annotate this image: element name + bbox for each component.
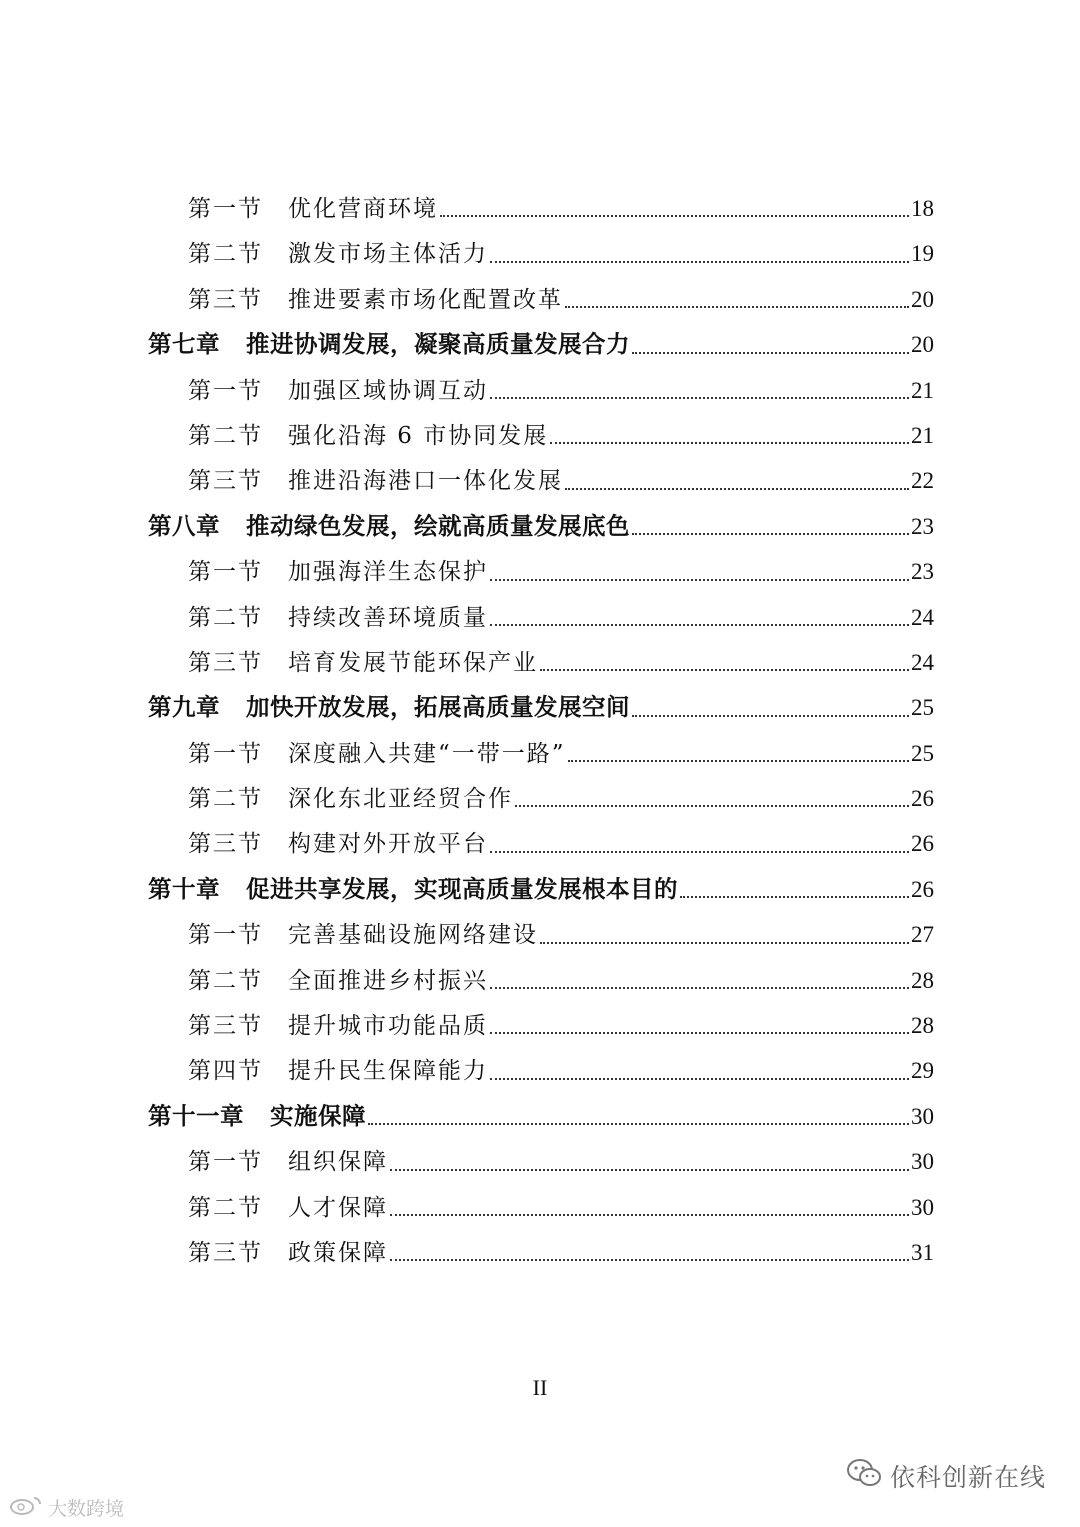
toc-entry-label: 第三节 [188,286,263,313]
toc-leader-dots [490,396,909,399]
toc-entry-page: 30 [911,1103,934,1129]
toc-entry-page: 26 [911,831,934,857]
toc-entry-label: 第十章 [148,874,220,903]
toc-leader-dots [490,578,909,581]
toc-section-entry[interactable] [148,458,934,503]
toc-entry-label: 第二节 [188,422,263,449]
toc-section-entry[interactable] [148,1048,934,1093]
toc-entry-title: 人才保障 [288,1194,388,1221]
toc-entry-title: 加快开放发展，拓展高质量发展空间 [246,693,630,722]
toc-leader-dots [515,804,909,807]
toc-entry-label: 第二节 [188,967,263,994]
toc-leader-dots [390,1258,909,1261]
toc-chapter-entry[interactable] [148,685,934,730]
toc-entry-title: 实施保障 [270,1101,366,1130]
toc-leader-dots [390,1168,909,1171]
toc-leader-dots [632,714,909,717]
toc-entry-title: 持续改善环境质量 [288,604,488,631]
toc-leader-dots [550,441,909,444]
toc-entry-label: 第二节 [188,786,263,813]
toc-entry-title: 提升城市功能品质 [288,1013,488,1040]
toc-entry-label: 第三节 [188,649,263,676]
toc-section-entry[interactable] [148,549,934,594]
toc-entry-label: 第一节 [188,740,263,767]
toc-entry-label: 第一节 [188,377,263,404]
toc-chapter-entry[interactable] [148,1094,934,1139]
toc-entry-label: 第一节 [188,196,263,222]
toc-entry-page: 23 [911,559,934,585]
toc-chapter-entry[interactable] [148,504,934,549]
toc-entry-label: 第四节 [188,1058,263,1085]
toc-entry-title: 推动绿色发展，绘就高质量发展底色 [246,511,630,540]
toc-entry-title: 加强海洋生态保护 [288,559,488,586]
toc-section-entry[interactable] [148,1230,934,1275]
toc-section-entry[interactable] [148,958,934,1003]
toc-section-entry[interactable] [148,1185,934,1230]
toc-entry-page: 30 [911,1194,934,1220]
toc-leader-dots [490,986,909,989]
weibo-icon [8,1494,44,1521]
watermark-wechat [846,1458,1046,1494]
toc-entry-label: 第九章 [148,693,220,722]
toc-entry-label: 第七章 [148,330,220,359]
toc-leader-dots [490,260,909,263]
toc-section-entry[interactable] [148,368,934,413]
toc-section-entry[interactable] [148,776,934,821]
toc-entry-label: 第十一章 [148,1101,244,1130]
toc-entry-title: 组织保障 [288,1149,388,1176]
toc-entry-page: 18 [911,196,934,221]
toc-chapter-entry[interactable] [148,867,934,912]
toc-entry-title: 构建对外开放平台 [288,831,488,858]
toc-leader-dots [540,668,909,671]
toc-entry-page: 30 [911,1149,934,1175]
page-number: II [532,1375,548,1400]
toc-leader-dots [368,1122,909,1125]
toc-entry-page: 20 [911,286,934,312]
toc-entry-page: 25 [911,695,934,721]
toc-entry-page: 24 [911,604,934,630]
toc-entry-label: 第二节 [188,604,263,631]
toc-entry-title: 推进沿海港口一体化发展 [288,468,563,495]
watermark-text: 依科创新在线 [889,1463,1046,1492]
toc-section-entry[interactable] [148,231,934,276]
toc-leader-dots [390,1213,909,1216]
toc-entry-page: 28 [911,967,934,993]
toc-entry-page: 21 [911,377,934,403]
toc-leader-dots [490,1077,909,1080]
toc-entry-title: 强化沿海 6 市协同发展 [288,422,549,449]
toc-entry-title: 完善基础设施网络建设 [288,922,538,949]
toc-leader-dots [565,305,909,308]
toc-entry-title: 推进协调发展，凝聚高质量发展合力 [246,330,630,359]
wechat-icon [846,1458,882,1494]
watermark-weibo [8,1494,124,1521]
toc-entry-label: 第一节 [188,1149,263,1176]
toc-entry-page: 19 [911,241,934,267]
toc-leader-dots [490,850,909,853]
toc-entry-title: 政策保障 [288,1239,388,1266]
toc-entry-label: 第二节 [188,241,263,268]
toc-entry-page: 21 [911,422,934,448]
toc-entry-page: 28 [911,1013,934,1039]
toc-leader-dots [632,532,909,535]
toc-section-entry[interactable] [148,413,934,458]
toc-chapter-entry[interactable] [148,322,934,367]
toc-leader-dots [440,214,909,217]
toc-entry-label: 第三节 [188,831,263,858]
toc-entry-label: 第八章 [148,511,220,540]
table-of-contents [148,186,934,1275]
toc-entry-label: 第三节 [188,1239,263,1266]
toc-section-entry[interactable] [148,277,934,322]
toc-entry-page: 23 [911,513,934,539]
toc-entry-title: 深度融入共建“一带一路” [288,740,566,767]
toc-entry-title: 推进要素市场化配置改革 [288,286,563,313]
watermark-text: 大数跨境 [48,1498,125,1520]
toc-entry-title: 激发市场主体活力 [288,241,488,268]
toc-entry-page: 24 [911,649,934,675]
toc-section-entry[interactable] [148,912,934,957]
toc-entry-title: 全面推进乡村振兴 [288,967,488,994]
toc-entry-title: 培育发展节能环保产业 [288,649,538,676]
toc-entry-label: 第一节 [188,922,263,949]
toc-leader-dots [490,1031,909,1034]
toc-entry-page: 31 [911,1239,934,1265]
toc-entry-title: 提升民生保障能力 [288,1058,488,1085]
toc-section-entry[interactable] [148,640,934,685]
toc-entry-label: 第一节 [188,559,263,586]
toc-entry-title: 促进共享发展，实现高质量发展根本目的 [246,874,678,903]
toc-section-entry[interactable] [148,186,934,231]
toc-entry-page: 25 [911,740,934,766]
toc-entry-title: 优化营商环境 [288,196,438,222]
toc-entry-page: 26 [911,786,934,812]
toc-leader-dots [540,941,909,944]
toc-entry-page: 20 [911,332,934,358]
toc-entry-page: 22 [911,468,934,494]
toc-section-entry[interactable] [148,1003,934,1048]
toc-leader-dots [568,759,909,762]
toc-leader-dots [490,623,909,626]
toc-section-entry[interactable] [148,821,934,866]
toc-leader-dots [565,487,909,490]
toc-section-entry[interactable] [148,731,934,776]
toc-entry-label: 第二节 [188,1194,263,1221]
toc-entry-title: 深化东北亚经贸合作 [288,786,513,813]
toc-leader-dots [680,895,909,898]
toc-entry-label: 第三节 [188,468,263,495]
toc-entry-title: 加强区域协调互动 [288,377,488,404]
toc-section-entry[interactable] [148,1139,934,1184]
toc-leader-dots [632,351,909,354]
toc-entry-page: 29 [911,1058,934,1084]
toc-section-entry[interactable] [148,595,934,640]
toc-entry-label: 第三节 [188,1013,263,1040]
toc-entry-page: 26 [911,876,934,902]
toc-entry-page: 27 [911,922,934,948]
